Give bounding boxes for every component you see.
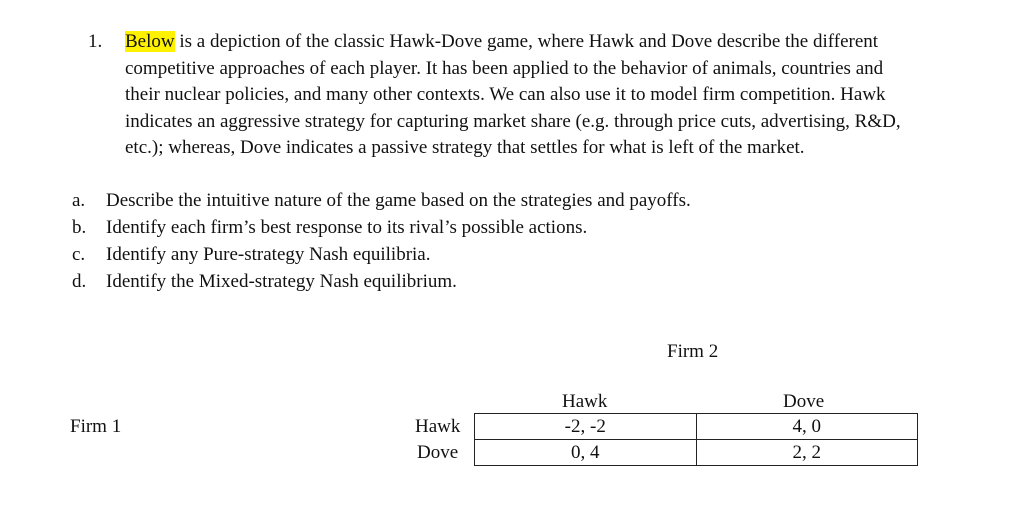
subquestion-c <box>72 242 832 269</box>
row-strategy-hawk: Hawk <box>415 416 461 437</box>
payoff-matrix <box>474 413 918 466</box>
payoff-cell-dove-hawk: 0, 4 <box>475 440 697 466</box>
subquestion-text: Identify any Pure-strategy Nash equilibria. <box>106 244 431 265</box>
subquestion-text: Identify each firm’s best response to its rival’s possible actions. <box>106 217 588 238</box>
subquestion-text: Identify the Mixed-strategy Nash equilibrium. <box>106 271 457 292</box>
subquestion-letter: d. <box>72 271 87 292</box>
subquestion-letter: c. <box>72 244 86 265</box>
question-number: 1. <box>88 31 103 52</box>
column-strategy-hawk: Hawk <box>562 391 608 412</box>
highlighted-word: Below <box>125 31 175 52</box>
row-player-label: Firm 1 <box>70 416 122 437</box>
question-intro-text: is a depiction of the classic Hawk-Dove game, where Hawk and Dove describe the different competitive approaches of each player. It has been applied to the behavior of animals, countries and their nuclear policies, and many other contexts. We can also use it to model firm competition. Hawk indicates an aggressive strategy for capturing market share (e.g. through price cuts, advertising, R&D, etc.); whereas, Dove indicates a passive strategy that settles for what is left of the market. <box>125 31 901 158</box>
row-strategy-dove: Dove <box>417 442 459 463</box>
subquestion-text: Describe the intuitive nature of the game based on the strategies and payoffs. <box>106 190 691 211</box>
table-row <box>475 414 918 440</box>
subquestion-a <box>72 188 832 215</box>
payoff-cell-dove-dove: 2, 2 <box>696 440 918 466</box>
payoff-cell-hawk-dove: 4, 0 <box>696 414 918 440</box>
question-intro <box>125 29 920 162</box>
payoff-cell-hawk-hawk: -2, -2 <box>475 414 697 440</box>
subquestion-letter: b. <box>72 217 87 238</box>
subquestion-letter: a. <box>72 190 86 211</box>
subquestion-b <box>72 215 832 242</box>
column-strategy-dove: Dove <box>783 391 825 412</box>
column-player-label: Firm 2 <box>667 341 719 362</box>
table-row <box>475 440 918 466</box>
subquestion-d <box>72 269 832 296</box>
